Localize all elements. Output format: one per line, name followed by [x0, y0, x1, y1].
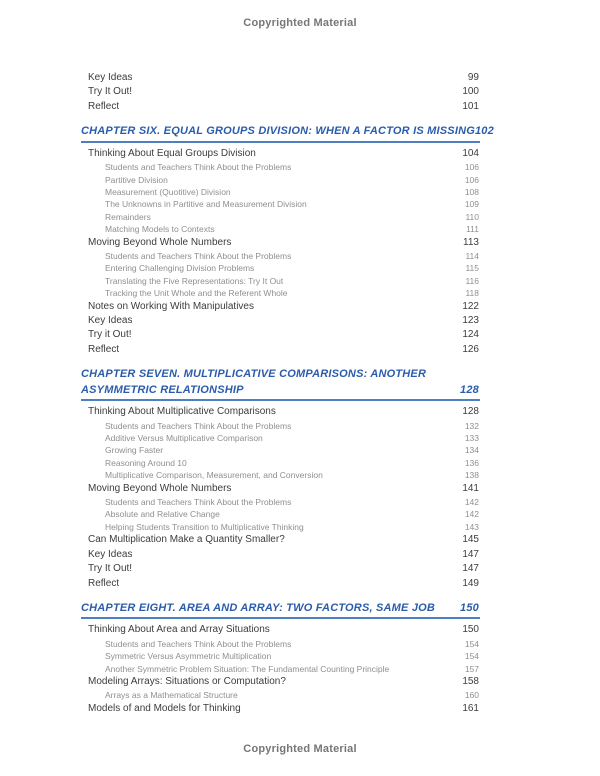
toc-entry [81, 623, 480, 637]
entry-page-number: 122 [462, 300, 479, 312]
toc-entry [81, 287, 480, 299]
entry-label: Moving Beyond Whole Numbers [88, 236, 232, 248]
entry-label: Growing Faster [105, 445, 164, 456]
toc-entry [81, 186, 480, 198]
entry-page-number: 110 [465, 211, 479, 222]
chapter-title: CHAPTER EIGHT. AREA AND ARRAY: TWO FACTORS, SAME JOB [81, 601, 436, 614]
toc-entry [81, 100, 480, 114]
toc-entry [81, 71, 480, 85]
entry-label: Notes on Working With Manipulatives [88, 300, 254, 312]
entry-page-number: 109 [464, 199, 479, 210]
chapter-heading-line [81, 601, 480, 617]
entry-label: Try It Out! [88, 563, 133, 575]
entry-label: Reflect [88, 100, 120, 112]
entry-label: Modeling Arrays: Situations or Computation? [88, 676, 286, 688]
entry-label: Entering Challenging Division Problems [105, 263, 255, 274]
entry-page-number: 150 [462, 624, 479, 636]
entry-page-number: 136 [464, 457, 479, 468]
entry-label: Symmetric Versus Asymmetric Multiplication [105, 651, 272, 662]
chapter-underline [81, 141, 480, 143]
entry-label: Tracking the Unit Whole and the Referent Whole [105, 288, 288, 299]
entry-page-number: 113 [463, 236, 479, 248]
entry-page-number: 104 [462, 147, 479, 159]
toc-section [81, 367, 480, 591]
entry-label: Thinking About Area and Array Situations [88, 624, 270, 636]
chapter-underline [81, 617, 480, 619]
toc-entry [81, 250, 480, 262]
toc-section [81, 124, 494, 357]
entry-label: Students and Teachers Think About the Problems [105, 162, 292, 173]
entry-page-number: 99 [467, 72, 479, 83]
entry-label: Matching Models to Contexts [105, 224, 215, 235]
entry-label: Absolute and Relative Change [105, 509, 220, 520]
chapter-title: CHAPTER SIX. EQUAL GROUPS DIVISION: WHEN A FACTOR IS MISSING [81, 125, 475, 138]
entry-label: Remainders [105, 211, 151, 222]
toc-entry [81, 548, 480, 562]
entry-page-number: 124 [462, 329, 479, 341]
toc-entry [81, 663, 480, 675]
toc-entry [81, 444, 480, 456]
toc-entry [81, 405, 480, 419]
entry-label: Key Ideas [88, 72, 133, 83]
chapter-heading-line [81, 383, 480, 399]
entry-page-number: 115 [465, 263, 479, 274]
entry-page-number: 134 [464, 445, 479, 456]
entry-page-number: 128 [462, 406, 479, 418]
entry-label: Students and Teachers Think About the Problems [105, 497, 292, 508]
entry-label: Key Ideas [88, 315, 133, 326]
entry-label: Students and Teachers Think About the Problems [105, 638, 292, 649]
entry-page-number: 114 [465, 250, 479, 261]
entry-page-number: 142 [464, 509, 479, 520]
entry-page-number: 147 [462, 563, 479, 575]
toc-entry [81, 223, 480, 235]
toc-section [81, 601, 480, 716]
entry-label: Students and Teachers Think About the Problems [105, 250, 292, 261]
toc-entry [81, 420, 480, 432]
entry-label: Try it Out! [88, 329, 132, 341]
entry-label: Measurement (Quotitive) Division [105, 186, 231, 197]
entry-label: Reflect [88, 577, 120, 589]
entry-page-number: 143 [464, 521, 479, 532]
entry-page-number: 142 [464, 497, 479, 508]
entry-label: Thinking About Equal Groups Division [88, 147, 256, 159]
entry-page-number: 154 [464, 638, 479, 649]
chapter-heading [81, 367, 480, 401]
entry-page-number: 157 [464, 663, 479, 674]
toc-entry [81, 328, 480, 342]
entry-label: Models of and Models for Thinking [88, 702, 241, 714]
toc-entry [81, 562, 480, 576]
toc-entry [81, 147, 480, 161]
entry-label: Arrays as a Mathematical Structure [105, 690, 238, 701]
toc-entry [81, 482, 480, 496]
entry-label: Can Multiplication Make a Quantity Smaller? [88, 534, 285, 546]
chapter-heading [81, 124, 494, 143]
toc-entry [81, 343, 480, 357]
entry-label: Reasoning Around 10 [105, 457, 187, 468]
entry-page-number: 147 [462, 548, 479, 560]
chapter-heading [81, 601, 480, 620]
toc-entry [81, 508, 480, 520]
toc-entry [81, 702, 480, 716]
entry-label: Try It Out! [88, 86, 133, 98]
toc-entry [81, 161, 480, 173]
chapter-heading-line [81, 367, 480, 383]
toc-entry [81, 174, 480, 186]
entry-page-number: 145 [462, 534, 479, 546]
chapter-heading-line [81, 124, 494, 140]
toc-entry [81, 198, 480, 210]
entry-page-number: 149 [462, 577, 479, 589]
entry-label: The Unknowns in Partitive and Measurement Division [105, 199, 307, 210]
entry-label: Translating the Five Representations: Try It Out [105, 275, 284, 286]
chapter-page-number: 128 [460, 383, 479, 396]
entry-label: Another Symmetric Problem Situation: The Fundamental Counting Principle [105, 663, 390, 674]
toc-entry [81, 521, 480, 533]
chapter-page-number: 102 [474, 125, 494, 138]
toc-entry [81, 457, 480, 469]
chapter-title: CHAPTER SEVEN. MULTIPLICATIVE COMPARISONS: ANOTHER [81, 368, 427, 381]
entry-label: Moving Beyond Whole Numbers [88, 482, 232, 494]
entry-label: Key Ideas [88, 548, 133, 560]
entry-label: Helping Students Transition to Multiplicative Thinking [105, 521, 304, 532]
entry-page-number: 118 [465, 288, 479, 299]
toc-entry [81, 314, 480, 328]
entry-label: Additive Versus Multiplicative Comparison [105, 433, 263, 444]
copyright-banner-top: Copyrighted Material [243, 17, 357, 29]
toc-entry [81, 638, 480, 650]
toc-entry [81, 689, 480, 701]
entry-label: Thinking About Multiplicative Comparisons [88, 406, 276, 418]
entry-page-number: 126 [462, 343, 479, 355]
entry-page-number: 108 [464, 186, 479, 197]
chapter-title: ASYMMETRIC RELATIONSHIP [81, 383, 244, 396]
toc-entry [81, 650, 480, 662]
entry-page-number: 138 [464, 470, 479, 481]
toc-entry [81, 211, 480, 223]
toc-entry [81, 275, 480, 287]
entry-page-number: 101 [462, 100, 479, 112]
toc [81, 71, 494, 716]
entry-page-number: 123 [462, 315, 479, 326]
chapter-underline [81, 399, 480, 401]
entry-label: Reflect [88, 343, 120, 355]
entry-page-number: 158 [462, 676, 479, 688]
toc-entry [81, 432, 480, 444]
chapter-page-number: 150 [460, 601, 479, 614]
entry-page-number: 106 [464, 174, 479, 185]
toc-entry [81, 262, 480, 274]
entry-page-number: 111 [466, 224, 479, 235]
entry-page-number: 132 [464, 420, 479, 431]
entry-page-number: 100 [462, 86, 479, 98]
toc-section [81, 71, 480, 114]
entry-page-number: 154 [464, 651, 479, 662]
entry-page-number: 116 [465, 275, 479, 286]
toc-entry [81, 236, 480, 250]
entry-page-number: 133 [464, 433, 479, 444]
entry-label: Partitive Division [105, 174, 168, 185]
toc-entry [81, 577, 480, 591]
entry-page-number: 161 [462, 702, 479, 714]
toc-entry [81, 85, 480, 99]
toc-entry [81, 300, 480, 314]
toc-entry [81, 496, 480, 508]
toc-entry [81, 675, 480, 689]
toc-entry [81, 533, 480, 547]
entry-label: Students and Teachers Think About the Problems [105, 420, 292, 431]
entry-page-number: 141 [462, 482, 479, 494]
entry-page-number: 160 [464, 690, 479, 701]
toc-entry [81, 469, 480, 481]
entry-label: Multiplicative Comparison, Measurement, and Conversion [105, 470, 323, 481]
copyright-banner-bottom: Copyrighted Material [243, 743, 357, 755]
entry-page-number: 106 [464, 162, 479, 173]
